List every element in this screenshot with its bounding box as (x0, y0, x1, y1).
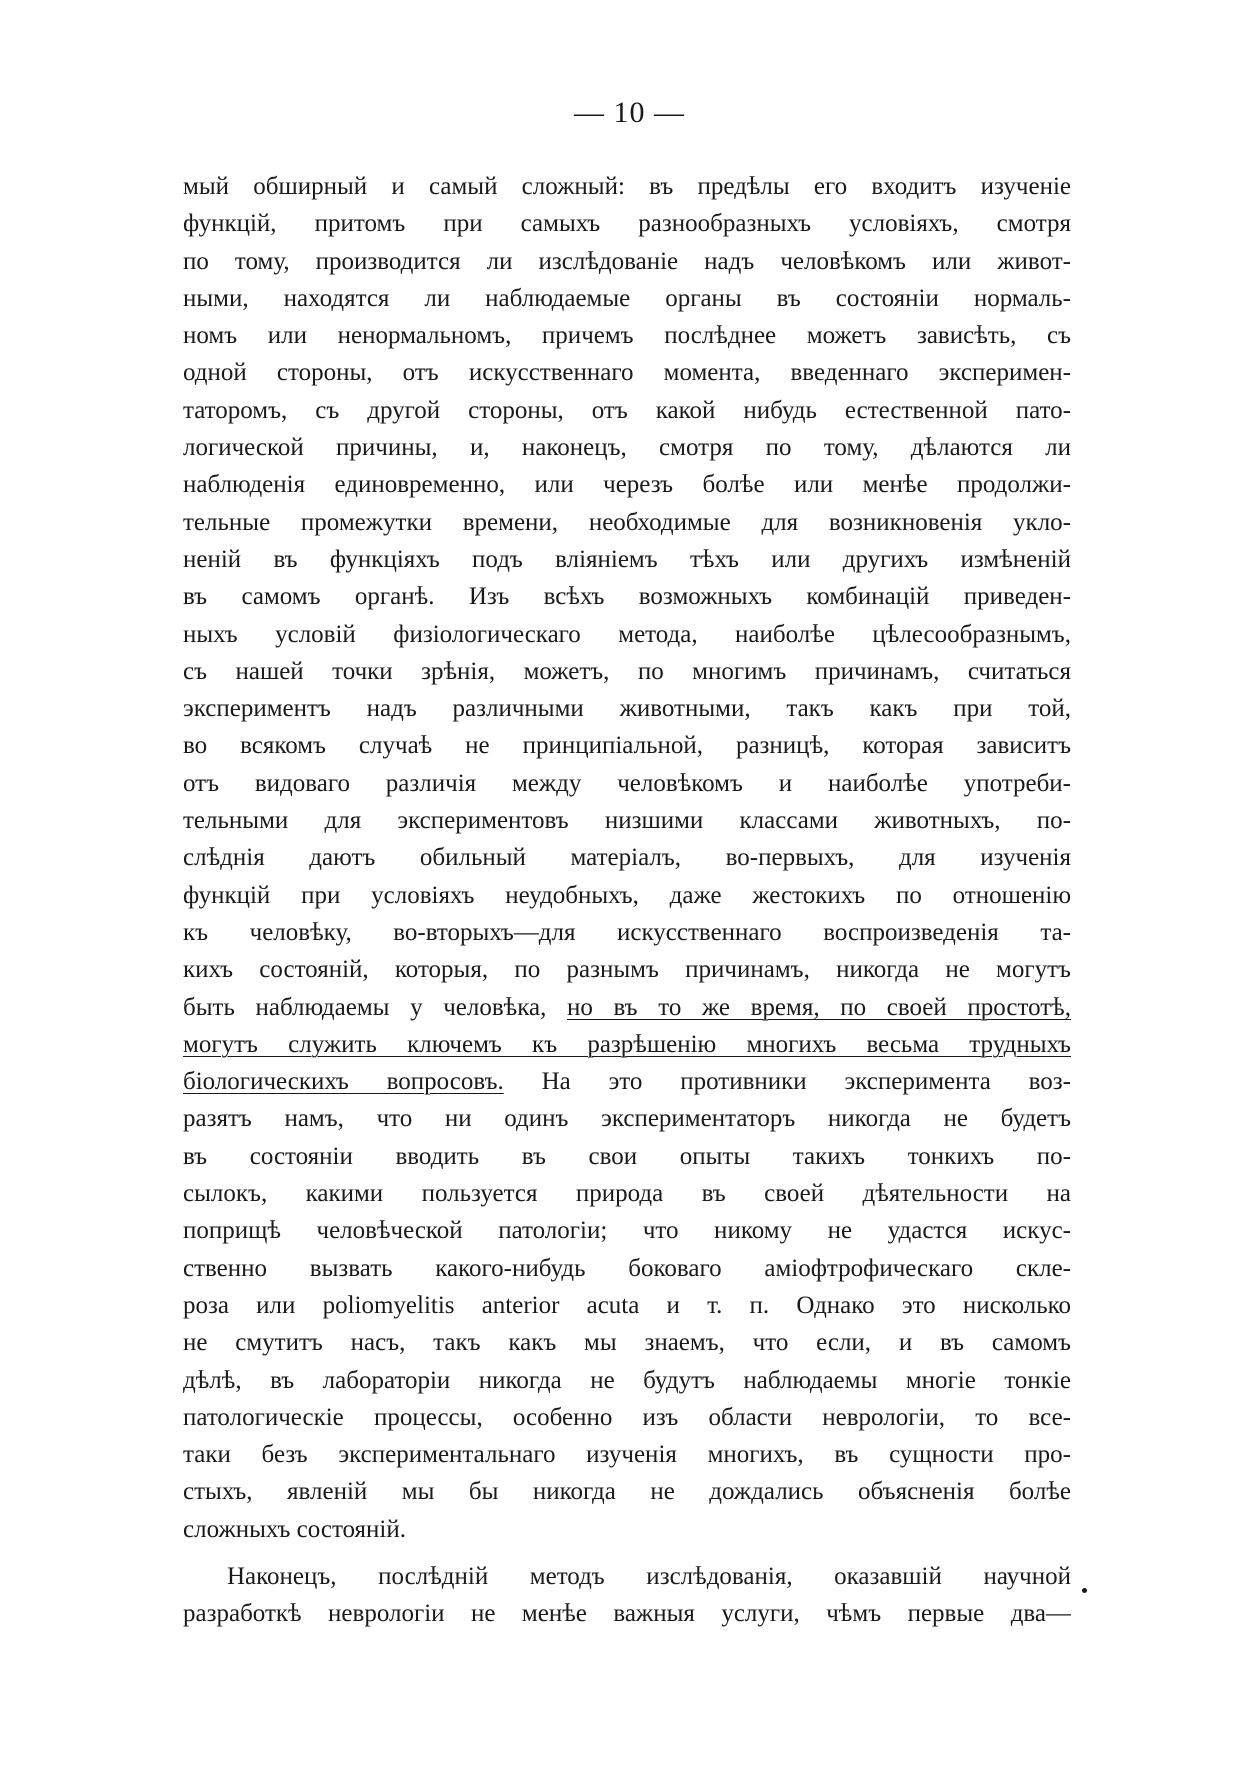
text-line: патологическіе процессы, особенно изъ области неврологіи, то все- (183, 1403, 1071, 1431)
text-line: одной стороны, отъ искусственнаго момента, введеннаго эксперимен- (183, 359, 1071, 387)
paragraph-1-continued (183, 1100, 1071, 1510)
paragraph-1 (183, 168, 1071, 989)
text-line: по тому, производится ли изслѣдованіе надъ человѣкомъ или живот- (183, 247, 1071, 275)
text-line: роза или poliomyelitis anterior acuta и т. п. Однако это нисколько (183, 1291, 1071, 1319)
text-line: функцій при условіяхъ неудобныхъ, даже жестокихъ по отношенію (183, 881, 1071, 909)
text-line: таторомъ, съ другой стороны, отъ какой нибудь естественной пато- (183, 396, 1071, 424)
text-line: отъ видоваго различія между человѣкомъ и наиболѣе употреби- (183, 769, 1071, 797)
text-line (183, 1026, 1071, 1063)
text-line: слѣднія даютъ обильный матеріалъ, во-первыхъ, для изученія (183, 844, 1071, 872)
paragraph-gap (183, 1548, 1071, 1558)
text-line: таки безъ экспериментальнаго изученія многихъ, въ сущности про- (183, 1441, 1071, 1469)
text-line: экспериментъ надъ различными животными, такъ какъ при той, (183, 695, 1071, 723)
text-line: логической причины, и, наконецъ, смотря по тому, дѣлаются ли (183, 434, 1071, 462)
page-number: — 10 — (574, 96, 685, 129)
text-line: ныхъ условій физіологическаго метода, наиболѣе цѣлесообразнымъ, (183, 620, 1071, 648)
underlined-text: могутъ служить ключемъ къ разрѣшенію многихъ весьма трудныхъ (183, 1030, 1071, 1058)
text-line: функцій, притомъ при самыхъ разнообразныхъ условіяхъ, смотря (183, 210, 1071, 238)
body-text (183, 168, 1071, 1633)
text-line (183, 989, 1071, 1026)
text-line: во всякомъ случаѣ не принципіальной, разницѣ, которая зависитъ (183, 732, 1071, 760)
text-segment: быть наблюдаемы у человѣка, (183, 993, 567, 1021)
text-line: тельные промежутки времени, необходимые для возникновенія укло- (183, 508, 1071, 536)
ink-mark (1082, 1588, 1087, 1593)
text-line: разработкѣ неврологіи не менѣе важныя услуги, чѣмъ первые два— (183, 1600, 1071, 1628)
text-line: ственно вызвать какого-нибудь боковаго аміофтрофическаго скле- (183, 1254, 1071, 1282)
text-line: разятъ намъ, что ни одинъ экспериментаторъ никогда не будетъ (183, 1105, 1071, 1133)
text-line: къ человѣку, во-вторыхъ—для искусственнаго воспроизведенія та- (183, 918, 1071, 946)
text-line: тельными для экспериментовъ низшими классами животныхъ, по- (183, 807, 1071, 835)
text-line: Наконецъ, послѣдній методъ изслѣдованія, оказавшій научной (227, 1562, 1071, 1590)
text-line: стыхъ, явленій мы бы никогда не дождались объясненія болѣе (183, 1478, 1071, 1506)
text-line (183, 1063, 1071, 1100)
text-segment: На это противники эксперимента воз- (503, 1068, 1071, 1096)
text-line: въ самомъ органѣ. Изъ всѣхъ возможныхъ комбинацій приведен- (183, 583, 1071, 611)
underlined-text: біологическихъ вопросовъ. (183, 1068, 504, 1096)
text-line: ными, находятся ли наблюдаемые органы въ состояніи нормаль- (183, 284, 1071, 312)
text-line: наблюденія единовременно, или черезъ болѣе или менѣе продолжи- (183, 471, 1071, 499)
text-line: сылокъ, какими пользуется природа въ своей дѣятельности на (183, 1180, 1071, 1208)
text-line: мый обширный и самый сложный: въ предѣлы его входитъ изученіе (183, 173, 1071, 200)
text-line: поприщѣ человѣческой патологіи; что никому не удастся искус- (183, 1217, 1071, 1245)
text-line: кихъ состояній, которыя, по разнымъ причинамъ, никогда не могутъ (183, 956, 1071, 984)
text-line: не смутитъ насъ, такъ какъ мы знаемъ, что если, и въ самомъ (183, 1329, 1071, 1357)
text-line: въ состояніи вводить въ свои опыты такихъ тонкихъ по- (183, 1142, 1071, 1170)
paragraph-2 (183, 1558, 1071, 1633)
text-line: номъ или ненормальномъ, причемъ послѣднее можетъ зависѣть, съ (183, 322, 1071, 350)
text-line: съ нашей точки зрѣнія, можетъ, по многимъ причинамъ, считаться (183, 657, 1071, 685)
text-line: дѣлѣ, въ лабораторіи никогда не будутъ наблюдаемы многіе тонкіе (183, 1366, 1071, 1394)
text-line: неній въ функціяхъ подъ вліяніемъ тѣхъ или другихъ измѣненій (183, 545, 1071, 573)
text-line: сложныхъ состояній. (183, 1515, 407, 1543)
underlined-text: но въ то же время, по своей простотѣ, (566, 993, 1071, 1021)
